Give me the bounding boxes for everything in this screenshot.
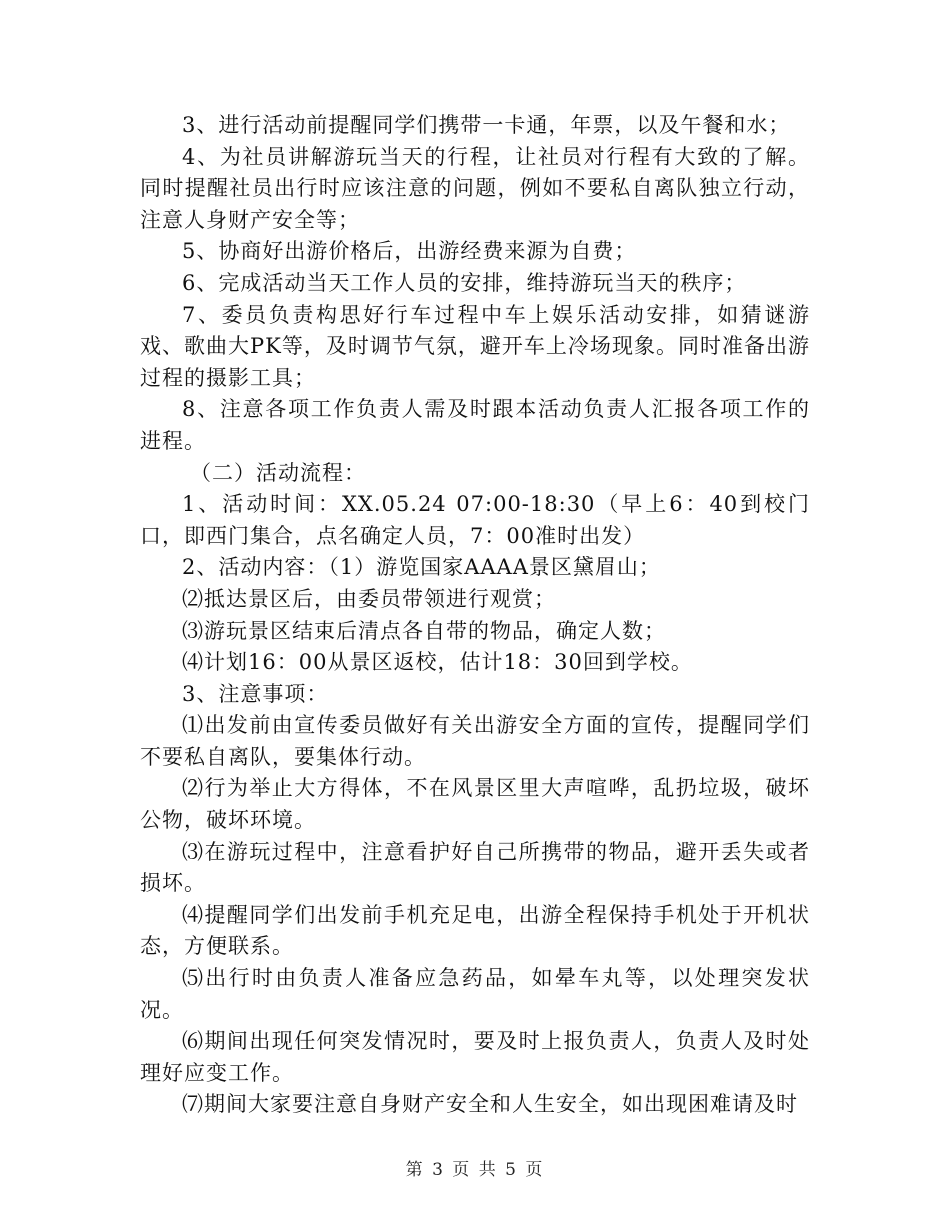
paragraph-notes-heading: 3、注意事项： [182, 681, 329, 706]
page-footer: 第 3 页 共 5 页 [405, 1160, 545, 1180]
paragraph-note-4: ⑷提醒同学们出发前手机充足电，出游全程保持手机处于开机状态，方便联系。 [140, 902, 810, 959]
paragraph-prep-3: 3、进行活动前提醒同学们携带一卡通，年票，以及午餐和水； [182, 113, 791, 137]
paragraph-prep-4: 4、为社员讲解游玩当天的行程，让社员对行程有大致的了解。同时提醒社员出行时应该注意的问题，例如不要私自离队独立行动，注意人身财产安全等； [140, 144, 810, 232]
paragraph-prep-7: 7、委员负责构思好行车过程中车上娱乐活动安排，如猜谜游戏、歌曲大PK等，及时调节气氛，避开车上冷场现象。同时准备出游过程的摄影工具； [140, 302, 810, 390]
paragraph-flow-item-4: ⑷计划16：00从景区返校，估计18：30回到学校。 [182, 650, 693, 675]
paragraph-flow-item-3: ⑶游玩景区结束后清点各自带的物品，确定人数； [182, 618, 666, 643]
paragraph-flow-time: 1、活动时间：XX.05.24 07:00-18:30（早上6：40到校门口，即西门集合，点名确定人员，7：00准时出发） [140, 492, 810, 548]
paragraph-prep-6: 6、完成活动当天工作人员的安排，维持游玩当天的秩序； [182, 270, 747, 295]
paragraph-note-6: ⑹期间出现任何突发情况时，要及时上报负责人，负责人及时处理好应变工作。 [140, 1029, 810, 1085]
paragraph-note-7: ⑺期间大家要注意自身财产安全和人生安全，如出现困难请及时 [182, 1092, 798, 1117]
paragraph-note-1: ⑴出发前由宣传委员做好有关出游安全方面的宣传，提醒同学们不要私自离队，要集体行动。 [140, 713, 810, 769]
paragraph-note-2: ⑵行为举止大方得体，不在风景区里大声喧哗，乱扔垃圾，破坏公物，破坏环境。 [140, 776, 810, 833]
paragraph-flow-content: 2、活动内容：（1）游览国家AAAA景区黛眉山； [182, 555, 661, 580]
paragraph-note-3: ⑶在游玩过程中，注意看护好自己所携带的物品，避开丢失或者损坏。 [140, 839, 810, 896]
paragraph-prep-5: 5、协商好出游价格后，出游经费来源为自费； [182, 239, 637, 264]
paragraph-prep-8: 8、注意各项工作负责人需及时跟本活动负责人汇报各项工作的进程。 [140, 397, 810, 453]
document-body [140, 110, 810, 1121]
paragraph-note-5: ⑸出行时由负责人准备应急药品，如晕车丸等，以处理突发状况。 [140, 966, 810, 1022]
paragraph-flow-item-2: ⑵抵达景区后，由委员带领进行观赏； [182, 586, 556, 611]
section-heading-flow: （二）活动流程： [190, 460, 366, 485]
